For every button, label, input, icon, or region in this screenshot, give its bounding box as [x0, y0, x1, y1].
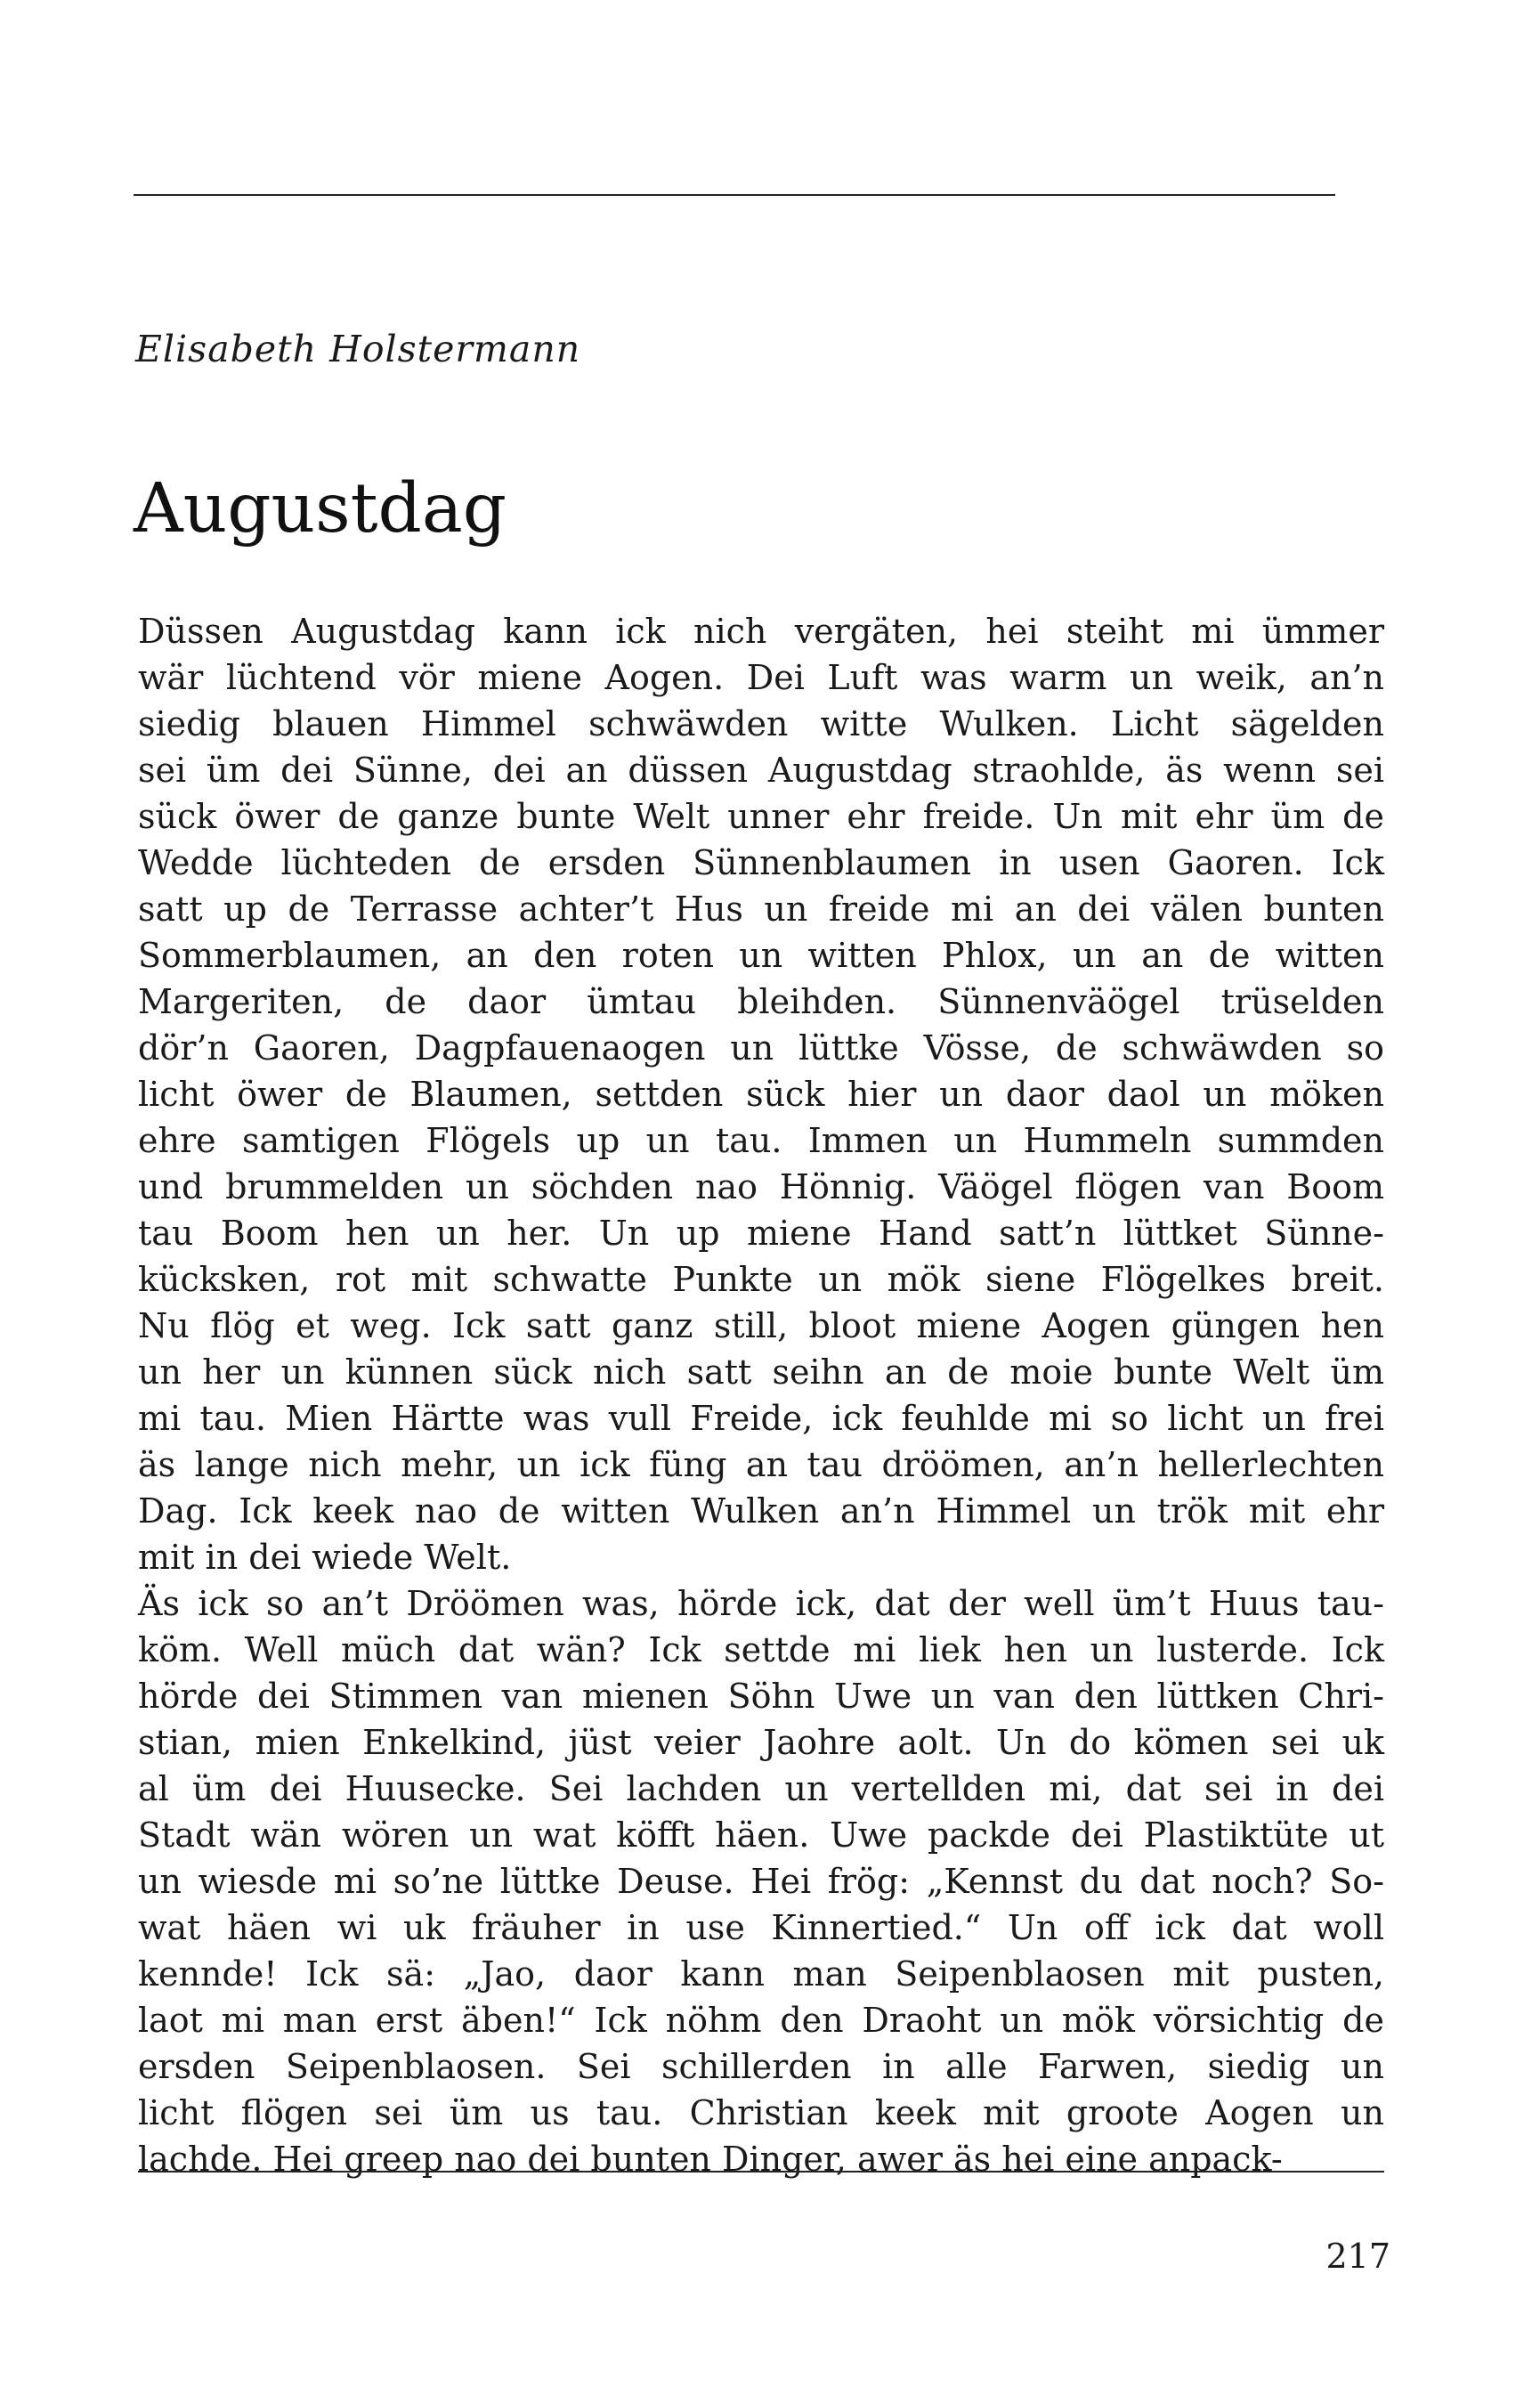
text-line: licht flögen sei üm us tau. Christian keek mit groote Aogen un: [138, 2093, 1384, 2132]
text-line: satt up de Terrasse achter’t Hus un freide mi an dei välen bunten: [138, 889, 1384, 929]
text-line: un her un künnen sück nich satt seihn an de moie bunte Welt üm: [138, 1352, 1384, 1392]
author-name: Elisabeth Holstermann: [135, 328, 581, 370]
text-line: ersden Seipenblaosen. Sei schillerden in alle Farwen, siedig un: [138, 2047, 1384, 2086]
text-line: äs lange nich mehr, un ick füng an tau dröömen, an’n hellerlechten: [138, 1445, 1384, 1484]
text-line: mi tau. Mien Härtte was vull Freide, ick feuhlde mi so licht un frei: [138, 1399, 1384, 1438]
text-line: licht öwer de Blaumen, settden sück hier un daor daol un möken: [138, 1075, 1384, 1114]
text-line: kennde! Ick sä: „Jao, daor kann man Seipenblaosen mit pusten,: [138, 1954, 1384, 1994]
text-line: tau Boom hen un her. Un up miene Hand satt’n lüttket Sünne-: [138, 1214, 1384, 1253]
page-number: 217: [1325, 2237, 1390, 2276]
top-rule: [134, 194, 1335, 196]
text-line: stian, mien Enkelkind, jüst veier Jaohre aolt. Un do kömen sei uk: [138, 1723, 1384, 1762]
text-line: Nu flög et weg. Ick satt ganz still, bloot miene Aogen güngen hen: [138, 1306, 1384, 1345]
text-line: Wedde lüchteden de ersden Sünnenblaumen in usen Gaoren. Ick: [138, 843, 1384, 882]
text-line: hörde dei Stimmen van mienen Söhn Uwe un van den lüttken Chri-: [138, 1677, 1384, 1716]
text-line: Äs ick so an’t Dröömen was, hörde ick, dat der well üm’t Huus tau-: [138, 1584, 1384, 1623]
text-line: siedig blauen Himmel schwäwden witte Wulken. Licht sägelden: [138, 704, 1384, 743]
text-line: al üm dei Huusecke. Sei lachden un vertellden mi, dat sei in dei: [138, 1769, 1384, 1808]
text-line: Düssen Augustdag kann ick nich vergäten, hei steiht mi ümmer: [138, 612, 1384, 651]
text-line: köm. Well müch dat wän? Ick settde mi liek hen un lusterde. Ick: [138, 1630, 1384, 1669]
text-line: sück öwer de ganze bunte Welt unner ehr freide. Un mit ehr üm de: [138, 797, 1384, 836]
text-line: wär lüchtend vör miene Aogen. Dei Luft was warm un weik, an’n: [138, 658, 1384, 697]
text-line: dör’n Gaoren, Dagpfauenaogen un lüttke Vösse, de schwäwden so: [138, 1028, 1384, 1068]
text-line: Sommerblaumen, an den roten un witten Phlox, un an de witten: [138, 936, 1384, 975]
text-line: mit in dei wiede Welt.: [138, 1538, 512, 1577]
text-line: Dag. Ick keek nao de witten Wulken an’n Himmel un trök mit ehr: [138, 1491, 1384, 1531]
text-line: Margeriten, de daor ümtau bleihden. Sünnenväögel trüselden: [138, 982, 1384, 1021]
text-line: kücksken, rot mit schwatte Punkte un mök siene Flögelkes breit.: [138, 1260, 1384, 1299]
bottom-rule: [138, 2171, 1384, 2173]
text-line: lachde. Hei greep nao dei bunten Dinger, awer äs hei eine anpack-: [138, 2140, 1283, 2179]
body-text: [138, 608, 1384, 2182]
text-line: und brummelden un söchden nao Hönnig. Väögel flögen van Boom: [138, 1167, 1384, 1206]
text-line: un wiesde mi so’ne lüttke Deuse. Hei frög: „Kennst du dat noch? So-: [138, 1862, 1384, 1901]
text-line: ehre samtigen Flögels up un tau. Immen un Hummeln summden: [138, 1121, 1384, 1160]
text-line: laot mi man erst äben!“ Ick nöhm den Draoht un mök vörsichtig de: [138, 2001, 1384, 2040]
text-line: wat häen wi uk fräuher in use Kinnertied.“ Un off ick dat woll: [138, 1908, 1384, 1947]
page-title: Augustdag: [134, 469, 507, 548]
text-line: sei üm dei Sünne, dei an düssen Augustdag straohlde, äs wenn sei: [138, 751, 1384, 790]
text-line: Stadt wän wören un wat köfft häen. Uwe packde dei Plastiktüte ut: [138, 1815, 1384, 1855]
